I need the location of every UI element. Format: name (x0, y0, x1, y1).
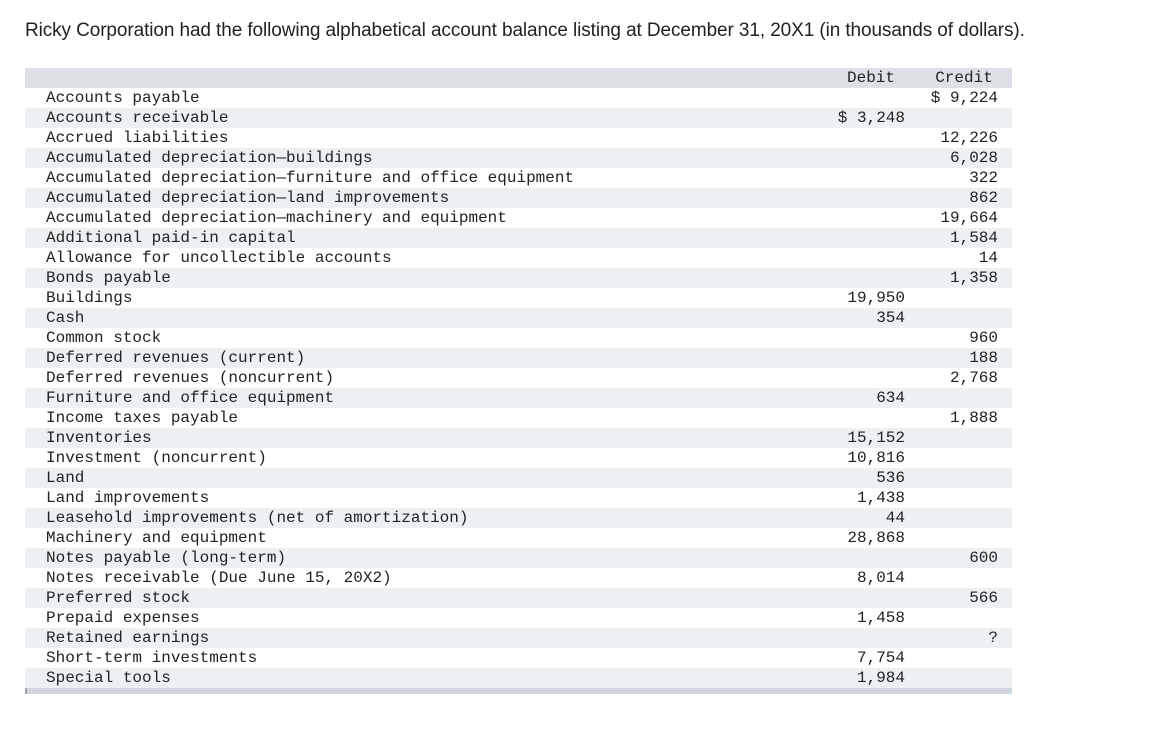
table-row (25, 88, 1012, 108)
account-name: Buildings (46, 289, 133, 307)
table-row (25, 348, 1012, 368)
account-name: Land improvements (46, 489, 210, 507)
credit-value: 6,028 (949, 149, 998, 167)
table-row (25, 168, 1012, 188)
account-name: Bonds payable (46, 269, 171, 287)
table-row (25, 468, 1012, 488)
credit-value: 1,358 (949, 269, 998, 287)
table-row (25, 288, 1012, 308)
account-name: Cash (46, 309, 85, 327)
table-row (25, 648, 1012, 668)
table-bottom-border (25, 688, 1012, 694)
debit-value: 634 (876, 389, 905, 407)
problem-intro: Ricky Corporation had the following alphabetical account balance listing at December 31, 20X1 (in thousands of dollars). (25, 20, 1025, 41)
table-row (25, 528, 1012, 548)
debit-value: 10,816 (847, 449, 905, 467)
credit-value: 566 (969, 589, 998, 607)
table-row (25, 308, 1012, 328)
account-name: Allowance for uncollectible accounts (46, 249, 392, 267)
account-name: Inventories (46, 429, 152, 447)
debit-value: $ 3,248 (837, 109, 905, 127)
credit-column-header: Credit (935, 69, 993, 87)
table-row (25, 108, 1012, 128)
account-name: Accounts payable (46, 89, 200, 107)
account-name: Investment (noncurrent) (46, 449, 267, 467)
account-name: Accumulated depreciation—furniture and office equipment (46, 169, 575, 187)
table-row (25, 208, 1012, 228)
account-name: Machinery and equipment (46, 529, 267, 547)
debit-value: 1,458 (856, 609, 905, 627)
debit-value: 354 (876, 309, 905, 327)
debit-column-header: Debit (846, 69, 895, 87)
credit-value: 1,584 (949, 229, 998, 247)
table-row (25, 368, 1012, 388)
account-name: Furniture and office equipment (46, 389, 335, 407)
account-name: Accumulated depreciation—land improvements (46, 189, 450, 207)
credit-value: 12,226 (940, 129, 998, 147)
account-name: Accumulated depreciation—machinery and equipment (46, 209, 507, 227)
table-row (25, 328, 1012, 348)
credit-value: 188 (969, 349, 998, 367)
table-row (25, 228, 1012, 248)
account-balance-table (25, 68, 1012, 694)
credit-value: 862 (969, 189, 998, 207)
table-row (25, 608, 1012, 628)
debit-value: 28,868 (847, 529, 905, 547)
table-body (25, 88, 1012, 688)
account-name: Deferred revenues (noncurrent) (46, 369, 335, 387)
debit-value: 1,438 (856, 489, 905, 507)
debit-value: 7,754 (856, 649, 905, 667)
table-row (25, 388, 1012, 408)
account-name: Common stock (46, 329, 162, 347)
credit-value: ? (988, 629, 998, 647)
account-name: Accounts receivable (46, 109, 229, 127)
account-name: Retained earnings (46, 629, 210, 647)
table-row (25, 248, 1012, 268)
debit-value: 15,152 (847, 429, 905, 447)
table-header (25, 68, 1012, 88)
credit-value: 600 (969, 549, 998, 567)
table-row (25, 588, 1012, 608)
debit-value: 44 (885, 509, 905, 527)
account-name: Special tools (46, 669, 171, 687)
debit-value: 1,984 (856, 669, 905, 687)
table-row (25, 428, 1012, 448)
account-name: Land (46, 469, 85, 487)
account-name: Leasehold improvements (net of amortization) (46, 509, 469, 527)
account-name: Notes receivable (Due June 15, 20X2) (46, 569, 392, 587)
table-row (25, 268, 1012, 288)
credit-value: $ 9,224 (930, 89, 998, 107)
account-name: Preferred stock (46, 589, 191, 607)
debit-value: 536 (876, 469, 905, 487)
table-row (25, 448, 1012, 468)
account-name: Accumulated depreciation—buildings (46, 149, 373, 167)
table-row (25, 128, 1012, 148)
account-name: Prepaid expenses (46, 609, 200, 627)
table-row (25, 188, 1012, 208)
credit-value: 19,664 (940, 209, 998, 227)
account-name: Income taxes payable (46, 409, 239, 427)
account-name: Notes payable (long-term) (46, 549, 287, 567)
account-name: Short-term investments (46, 649, 258, 667)
table-row (25, 548, 1012, 568)
table-row (25, 148, 1012, 168)
debit-value: 19,950 (847, 289, 905, 307)
credit-value: 960 (969, 329, 998, 347)
credit-value: 14 (978, 249, 998, 267)
table-row (25, 668, 1012, 688)
credit-value: 1,888 (949, 409, 998, 427)
credit-value: 2,768 (949, 369, 998, 387)
table-row (25, 568, 1012, 588)
account-name: Accrued liabilities (46, 129, 229, 147)
table-row (25, 508, 1012, 528)
table-row (25, 488, 1012, 508)
debit-value: 8,014 (856, 569, 905, 587)
table-row (25, 408, 1012, 428)
table-row (25, 628, 1012, 648)
credit-value: 322 (969, 169, 998, 187)
account-name: Additional paid-in capital (46, 229, 296, 247)
account-name: Deferred revenues (current) (46, 349, 306, 367)
